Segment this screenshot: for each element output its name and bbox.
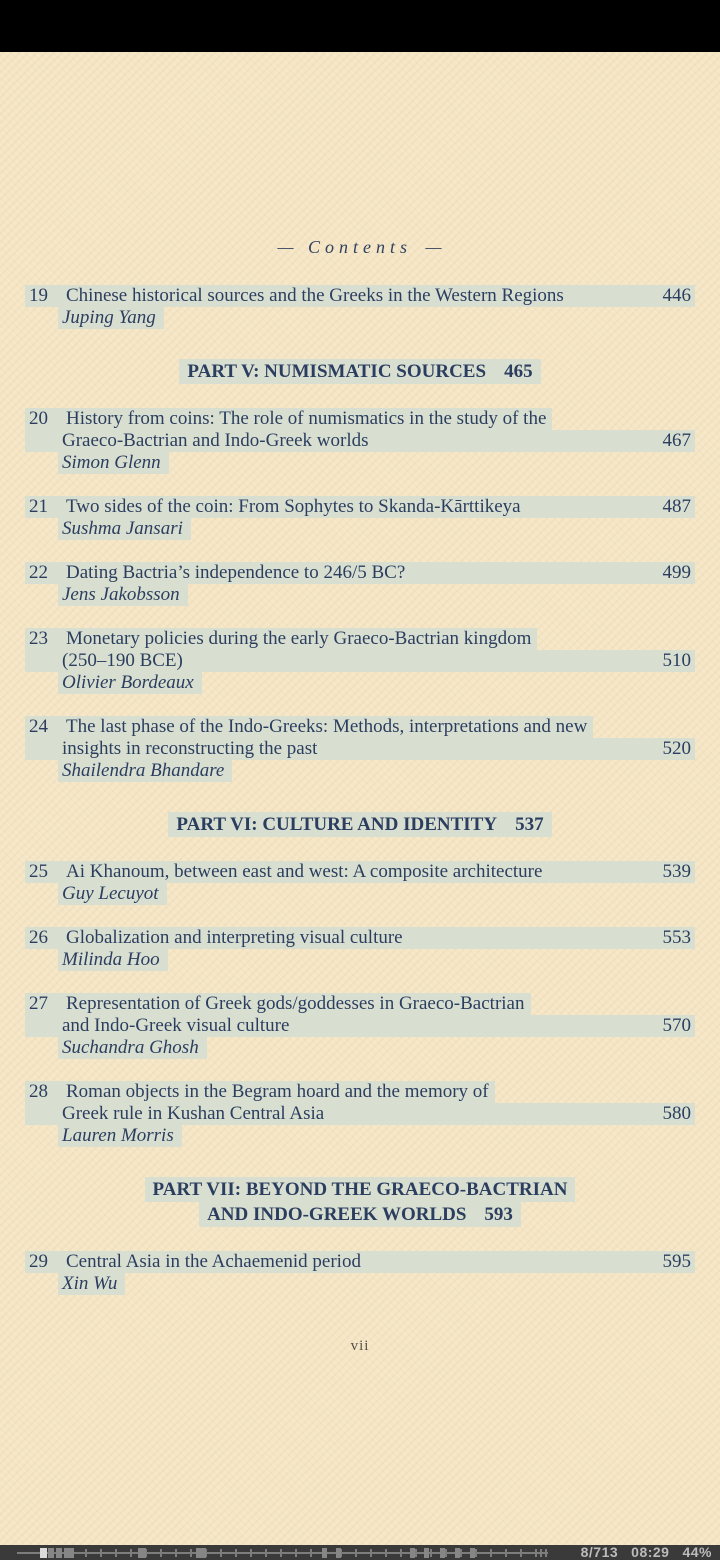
chapter-title: Central Asia in the Achaemenid period bbox=[66, 1251, 361, 1272]
chapter-page-number: 595 bbox=[662, 1251, 691, 1272]
toc-entry-line bbox=[25, 408, 695, 430]
toc-entry bbox=[25, 1251, 695, 1295]
toc-entry-line bbox=[25, 861, 695, 883]
header-dash-left: — bbox=[277, 237, 295, 257]
chapter-number: 25 bbox=[29, 861, 48, 882]
page-title: Contents bbox=[307, 237, 412, 257]
chapter-tick bbox=[190, 1549, 192, 1557]
toc-entry bbox=[25, 496, 695, 540]
part-heading bbox=[25, 359, 695, 384]
reader-status-text bbox=[581, 1545, 712, 1560]
chapter-number: 28 bbox=[25, 1081, 62, 1103]
chapter-number: 24 bbox=[25, 716, 62, 738]
chapter-page-number: 580 bbox=[662, 1103, 691, 1124]
chapter-title: Greek rule in Kushan Central Asia bbox=[62, 1103, 325, 1124]
chapter-title: History from coins: The role of numismatics in the study of the bbox=[62, 408, 552, 430]
chapter-block-mark bbox=[336, 1548, 341, 1558]
toc-entry-author-line bbox=[25, 1273, 695, 1295]
chapter-page-number: 553 bbox=[662, 927, 691, 948]
chapter-number: 19 bbox=[29, 285, 48, 306]
chapter-author: Xin Wu bbox=[58, 1273, 125, 1295]
toc-entry bbox=[25, 562, 695, 606]
chapter-tick bbox=[490, 1549, 492, 1557]
chapter-title: Representation of Greek gods/goddesses in Graeco-Bactrian bbox=[62, 993, 531, 1015]
chapter-author: Lauren Morris bbox=[58, 1125, 182, 1147]
toc-entry-line bbox=[25, 1103, 695, 1125]
chapter-tick bbox=[370, 1549, 372, 1557]
chapter-block-mark bbox=[470, 1548, 475, 1558]
part-heading-text bbox=[199, 1202, 521, 1227]
chapter-tick bbox=[100, 1549, 102, 1557]
part-heading-line bbox=[25, 359, 695, 384]
chapter-tick bbox=[355, 1549, 357, 1557]
toc-entry-line bbox=[25, 716, 695, 738]
folio-page-number: vii bbox=[350, 1338, 370, 1354]
chapter-title: (250–190 BCE) bbox=[62, 650, 183, 671]
chapter-tick bbox=[475, 1549, 477, 1557]
chapter-number: 22 bbox=[29, 562, 48, 583]
chapter-block-mark bbox=[424, 1548, 429, 1558]
chapter-author: Jens Jakobsson bbox=[58, 584, 188, 606]
toc-entry bbox=[25, 861, 695, 905]
chapter-title: Monetary policies during the early Graeco-Bactrian kingdom bbox=[62, 628, 537, 650]
clock-text: 08:29 bbox=[631, 1544, 670, 1560]
toc-entry-author-line bbox=[25, 1125, 695, 1147]
toc-entry-line bbox=[25, 650, 695, 672]
chapter-title: Globalization and interpreting visual culture bbox=[66, 927, 403, 948]
part-heading-label: PART V: NUMISMATIC SOURCES bbox=[187, 361, 487, 382]
part-heading-line bbox=[25, 1177, 695, 1202]
part-heading-line bbox=[25, 812, 695, 837]
chapter-title: insights in reconstructing the past bbox=[62, 738, 318, 759]
chapter-tick bbox=[445, 1549, 447, 1557]
toc-entry bbox=[25, 716, 695, 782]
chapter-block-mark bbox=[64, 1548, 74, 1558]
chapter-title: Roman objects in the Begram hoard and the memory of bbox=[62, 1081, 495, 1103]
toc-entry-line bbox=[25, 628, 695, 650]
chapter-tick bbox=[505, 1549, 507, 1557]
chapter-block-mark bbox=[322, 1548, 327, 1558]
chapter-title: Dating Bactria’s independence to 246/5 BC? bbox=[66, 562, 406, 583]
part-heading-line bbox=[25, 1202, 695, 1227]
chapter-tick bbox=[415, 1549, 417, 1557]
toc-entry bbox=[25, 993, 695, 1059]
part-heading bbox=[25, 1177, 695, 1227]
toc-entry-author-line bbox=[25, 672, 695, 694]
toc-entry-author-line bbox=[25, 1037, 695, 1059]
toc-entry-author-line bbox=[25, 518, 695, 540]
toc-entry bbox=[25, 927, 695, 971]
chapter-tick bbox=[535, 1549, 537, 1557]
part-heading-label: AND INDO-GREEK WORLDS bbox=[207, 1204, 467, 1225]
chapter-tick bbox=[175, 1549, 177, 1557]
chapter-page-number: 467 bbox=[662, 430, 691, 451]
chapter-author: Sushma Jansari bbox=[58, 518, 191, 540]
reader-status-bar bbox=[0, 1545, 720, 1560]
toc-entry bbox=[25, 408, 695, 474]
chapter-tick bbox=[460, 1549, 462, 1557]
chapter-block-mark bbox=[410, 1548, 415, 1558]
chapter-title: and Indo-Greek visual culture bbox=[62, 1015, 290, 1036]
chapter-block-mark bbox=[56, 1548, 62, 1558]
chapter-author: Simon Glenn bbox=[58, 452, 169, 474]
reading-progress-scrubber[interactable] bbox=[0, 1545, 560, 1560]
chapter-page-number: 487 bbox=[662, 496, 691, 517]
chapter-author: Shailendra Bhandare bbox=[58, 760, 232, 782]
chapter-number: 26 bbox=[29, 927, 48, 948]
chapter-number: 27 bbox=[25, 993, 62, 1015]
chapter-tick bbox=[310, 1549, 312, 1557]
chapter-number: 20 bbox=[25, 408, 62, 430]
chapter-page-number: 446 bbox=[662, 285, 691, 306]
end-tick bbox=[545, 1549, 547, 1557]
chapter-tick bbox=[265, 1549, 267, 1557]
chapter-author: Suchandra Ghosh bbox=[58, 1037, 207, 1059]
chapter-title: Two sides of the coin: From Sophytes to Skanda-Kārttikeya bbox=[66, 496, 521, 517]
part-heading-text bbox=[179, 359, 540, 384]
chapter-page-number: 510 bbox=[662, 650, 691, 671]
chapter-tick bbox=[430, 1549, 432, 1557]
chapter-tick bbox=[295, 1549, 297, 1557]
chapter-tick bbox=[385, 1549, 387, 1557]
chapter-block-mark bbox=[138, 1548, 146, 1558]
chapter-title: Ai Khanoum, between east and west: A composite architecture bbox=[66, 861, 543, 882]
end-tick bbox=[540, 1549, 542, 1557]
page-position-indicator: 8/713 bbox=[580, 1544, 619, 1560]
toc-entry-author-line bbox=[25, 883, 695, 905]
toc-entry-author-line bbox=[25, 584, 695, 606]
chapter-author: Juping Yang bbox=[58, 307, 164, 329]
part-page-number: 537 bbox=[515, 814, 544, 835]
toc-entry-line bbox=[25, 285, 695, 307]
chapter-block-mark bbox=[440, 1548, 445, 1558]
part-page-number: 593 bbox=[484, 1204, 513, 1225]
toc-entry bbox=[25, 285, 695, 329]
contents-header bbox=[25, 237, 695, 257]
toc-entry-line bbox=[25, 496, 695, 518]
toc-entry-author-line bbox=[25, 307, 695, 329]
chapter-author: Guy Lecuyot bbox=[58, 883, 167, 905]
toc-entry-line bbox=[25, 738, 695, 760]
chapter-block-mark bbox=[196, 1548, 206, 1558]
toc-entry-line bbox=[25, 1015, 695, 1037]
chapter-tick bbox=[520, 1549, 522, 1557]
toc-entry-author-line bbox=[25, 452, 695, 474]
chapter-block-mark bbox=[455, 1548, 460, 1558]
chapter-tick bbox=[235, 1549, 237, 1557]
part-heading-text bbox=[168, 812, 551, 837]
chapter-tick bbox=[400, 1549, 402, 1557]
toc-list bbox=[25, 285, 695, 1295]
status-bar-blackout bbox=[0, 0, 720, 52]
book-page[interactable] bbox=[0, 52, 720, 1545]
toc-entry-line bbox=[25, 1251, 695, 1273]
chapter-title: Graeco-Bactrian and Indo-Greek worlds bbox=[62, 430, 369, 451]
chapter-tick bbox=[250, 1549, 252, 1557]
toc-entry-author-line bbox=[25, 760, 695, 782]
progress-track-line bbox=[17, 1552, 548, 1554]
battery-percent-text: 44% bbox=[682, 1544, 712, 1560]
chapter-title: The last phase of the Indo-Greeks: Methods, interpretations and new bbox=[62, 716, 593, 738]
part-heading-label: PART VII: BEYOND THE GRAECO-BACTRIAN bbox=[152, 1179, 568, 1200]
part-heading-text bbox=[145, 1177, 576, 1202]
chapter-tick bbox=[160, 1549, 162, 1557]
chapter-page-number: 570 bbox=[662, 1015, 691, 1036]
header-dash-right: — bbox=[425, 237, 443, 257]
chapter-tick bbox=[115, 1549, 117, 1557]
part-page-number: 465 bbox=[504, 361, 533, 382]
toc-entry-line bbox=[25, 993, 695, 1015]
chapter-tick bbox=[280, 1549, 282, 1557]
toc-entry bbox=[25, 1081, 695, 1147]
toc-entry-line bbox=[25, 927, 695, 949]
chapter-block-mark bbox=[48, 1548, 54, 1558]
toc-entry-line bbox=[25, 430, 695, 452]
chapter-title: Chinese historical sources and the Greeks in the Western Regions bbox=[66, 285, 564, 306]
chapter-number: 23 bbox=[25, 628, 62, 650]
chapter-tick bbox=[130, 1549, 132, 1557]
chapter-author: Olivier Bordeaux bbox=[58, 672, 202, 694]
toc-entry-line bbox=[25, 562, 695, 584]
toc-entry-author-line bbox=[25, 949, 695, 971]
chapter-number: 29 bbox=[29, 1251, 48, 1272]
toc-entry bbox=[25, 628, 695, 694]
toc-entry-line bbox=[25, 1081, 695, 1103]
chapter-tick bbox=[220, 1549, 222, 1557]
chapter-page-number: 499 bbox=[662, 562, 691, 583]
current-position-marker[interactable] bbox=[40, 1548, 47, 1558]
chapter-tick bbox=[85, 1549, 87, 1557]
chapter-page-number: 520 bbox=[662, 738, 691, 759]
part-heading bbox=[25, 812, 695, 837]
part-heading-label: PART VI: CULTURE AND IDENTITY bbox=[176, 814, 498, 835]
chapter-number: 21 bbox=[29, 496, 48, 517]
chapter-page-number: 539 bbox=[662, 861, 691, 882]
chapter-author: Milinda Hoo bbox=[58, 949, 168, 971]
